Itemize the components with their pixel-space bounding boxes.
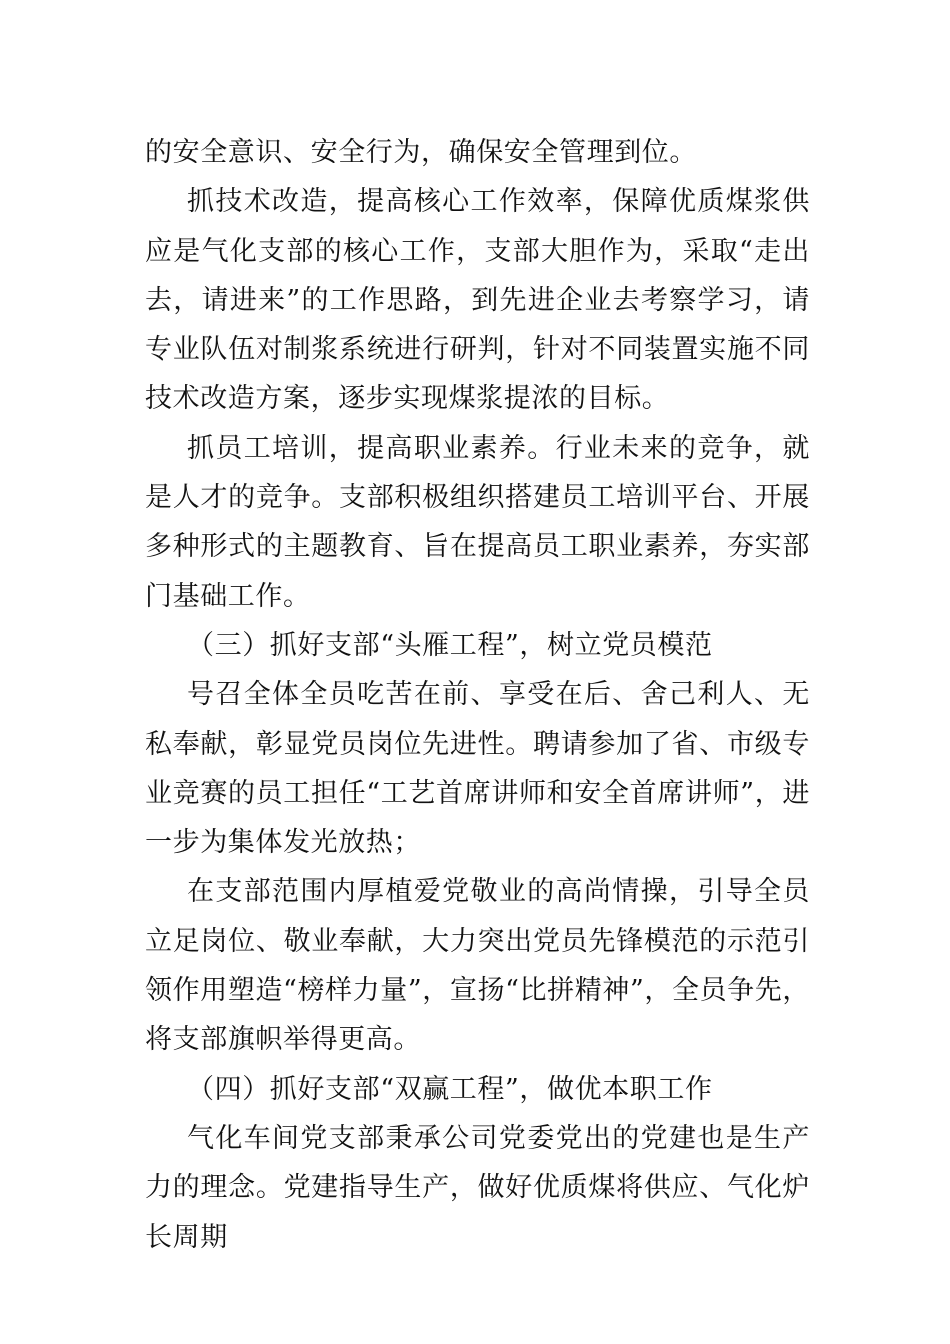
paragraph-staff-training: 抓员工培训，提高职业素养。行业未来的竞争，就是人才的竞争。支部积极组织搭建员工培训平台、开展多种形式的主题教育、旨在提高员工职业素养，夯实部门基础工作。 — [145, 432, 810, 612]
paragraph-party-building: 气化车间党支部秉承公司党委党出的党建也是生产力的理念。党建指导生产，做好优质煤将供应、气化炉长周期 — [145, 1122, 810, 1253]
paragraph-technical-reform: 抓技术改造，提高核心工作效率，保障优质煤浆供应是气化支部的核心工作，支部大胆作为，采取“走出去，请进来”的工作思路，到先进企业去考察学习，请专业队伍对制浆系统进行研判，针对不同装置实施不同技术改造方案，逐步实现煤浆提浓的目标。 — [145, 186, 810, 415]
section-heading-three: （三）抓好支部“头雁工程”，树立党员模范 — [187, 629, 713, 661]
paragraph-continuation: 的安全意识、安全行为，确保安全管理到位。 — [145, 137, 697, 168]
section-heading-four: （四）抓好支部“双赢工程”，做优本职工作 — [187, 1073, 713, 1105]
paragraph-party-member-model: 号召全体全员吃苦在前、享受在后、舍己利人、无私奉献，彰显党员岗位先进性。聘请参加了省、市级专业竞赛的员工担任“工艺首席讲师和安全首席讲师”，进一步为集体发光放热； — [145, 679, 810, 859]
paragraph-role-model: 在支部范围内厚植爱党敬业的高尚情操，引导全员立足岗位、敬业奉献，大力突出党员先锋模范的示范引领作用塑造“榜样力量”，宣扬“比拼精神”，全员争先，将支部旗帜举得更高。 — [145, 876, 810, 1056]
document-body — [145, 128, 810, 1262]
